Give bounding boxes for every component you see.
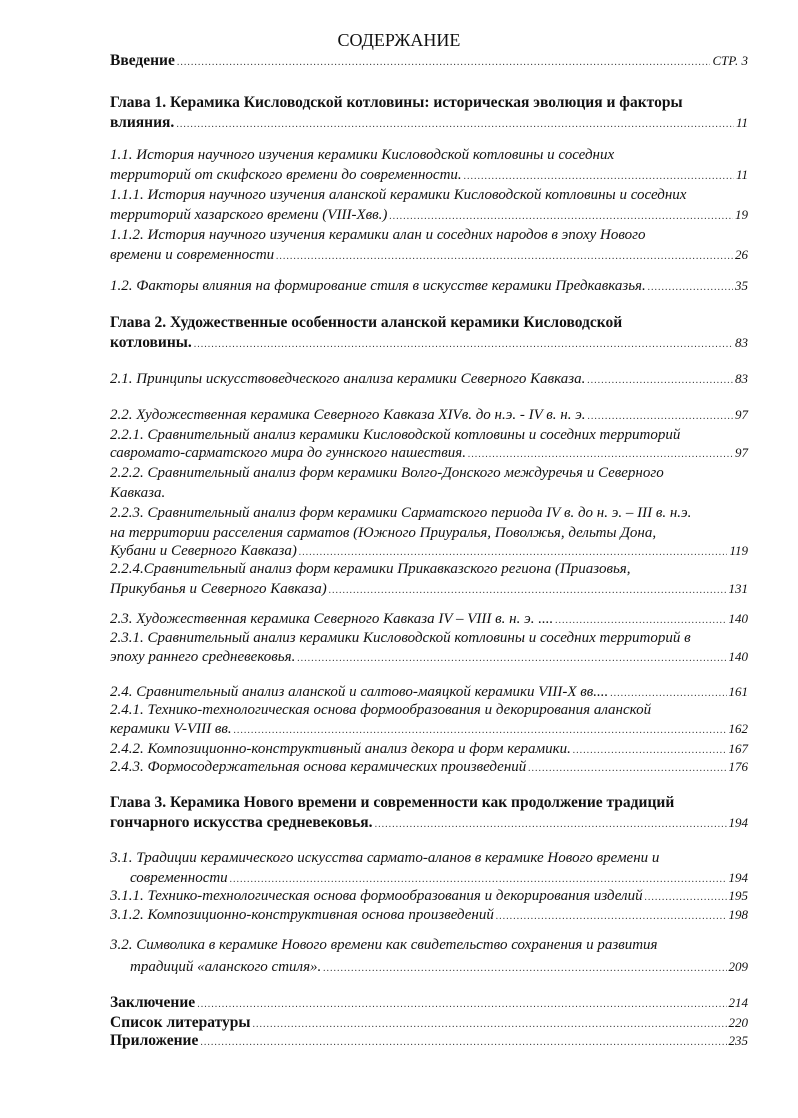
page-number: 19 (735, 207, 748, 222)
toc-entry-line (110, 370, 748, 390)
toc-entry-line (110, 186, 686, 204)
dot-leader (496, 908, 727, 926)
toc-entry-text: Список литературы (110, 1014, 251, 1031)
dot-leader (194, 336, 733, 354)
toc-entry-line (110, 484, 165, 502)
dot-leader (200, 1034, 726, 1052)
dot-leader (389, 208, 733, 226)
toc-entry-text: 2.4.3. Формосодержательная основа керамических произведений (110, 759, 527, 775)
toc-entry-line (110, 994, 748, 1014)
toc-entry-line (130, 958, 748, 978)
toc-entry-text: керамики V-VIII вв. (110, 721, 232, 737)
toc-entry-text: 3.1.1. Технико-технологическая основа формообразования и декорирования изделий (110, 888, 643, 904)
toc-entry-line (110, 114, 748, 134)
toc-entry-text: 3.2. Символика в керамике Нового времени как свидетельство сохранения и развития (110, 937, 658, 953)
page-number: 119 (729, 543, 748, 558)
page-number: 140 (728, 649, 748, 664)
dot-leader (329, 582, 727, 600)
toc-entry-text: Глава 1. Керамика Кисловодской котловины: историческая эволюция и факторы (110, 94, 683, 111)
toc-entry-line (110, 524, 656, 542)
page-number: 26 (735, 247, 748, 262)
page-number: 140 (728, 611, 748, 626)
dot-leader (464, 168, 734, 186)
toc-entry-line (110, 629, 691, 647)
page-number: 83 (735, 371, 748, 386)
toc-entry-line (110, 406, 748, 426)
dot-leader (468, 446, 733, 464)
toc-entry-text: Глава 2. Художественные особенности аланской керамики Кисловодской (110, 314, 623, 331)
toc-entry-line (110, 52, 748, 72)
toc-entry-line (110, 758, 748, 778)
toc-entry-text: 2.2.4.Сравнительный анализ форм керамики Прикавказского региона (Приазовья, (110, 561, 631, 577)
toc-entry-text: 2.1. Принципы искусствоведческого анализа керамики Северного Кавказа. (110, 371, 586, 387)
page-number: 11 (735, 167, 748, 182)
toc-entry-line (110, 648, 748, 668)
dot-leader (176, 116, 734, 134)
page-number: 235 (728, 1033, 748, 1048)
toc-entry-line (110, 246, 748, 266)
dot-leader (297, 650, 726, 668)
toc-entry-text: Заключение (110, 994, 196, 1011)
toc-entry-line (110, 94, 683, 112)
toc-entry-line (110, 794, 674, 812)
toc-entry-text: 2.3.1. Сравнительный анализ керамики Кисловодской котловины и соседних территорий в (110, 630, 691, 646)
toc-entry-text: 2.2.3. Сравнительный анализ форм керамики Сарматского периода IV в. до н. э. – III в. н.э. (110, 505, 692, 521)
dot-leader (276, 248, 733, 266)
toc-entry-line (110, 580, 748, 600)
page-number: 209 (728, 959, 748, 974)
page-number: 194 (728, 815, 748, 830)
toc-entry-line (110, 1014, 748, 1034)
page-number: 220 (728, 1015, 748, 1030)
toc-entry-text: 1.2. Факторы влияния на формирование стиля в искусстве керамики Предкавказья. (110, 278, 646, 294)
page-number: 194 (728, 870, 748, 885)
toc-entry-text: территорий хазарского времени (VIII-Xвв.) (110, 207, 388, 223)
dot-leader (587, 372, 733, 390)
page-number: 11 (735, 115, 748, 130)
toc-entry-text: влияния. (110, 114, 175, 131)
page-number: 195 (728, 888, 748, 903)
toc-entry-text: котловины. (110, 334, 192, 351)
toc-entry-text: 1.1.1. История научного изучения аланской керамики Кисловодской котловины и соседних (110, 187, 687, 203)
toc-entry-text: 1.1.2. История научного изучения керамики алан и соседних народов в эпоху Нового (110, 227, 646, 243)
toc-entry-line (130, 869, 748, 889)
toc-entry-line (110, 814, 748, 834)
page-number: 176 (728, 759, 748, 774)
toc-entry-line (110, 701, 651, 719)
toc-entry-line (110, 542, 748, 562)
toc-entry-text: Глава 3. Керамика Нового времени и современности как продолжение традиций (110, 794, 675, 811)
toc-entry-text: Кавказа. (110, 485, 166, 501)
toc-entry-line (110, 610, 748, 630)
toc-entry-line (110, 146, 614, 164)
toc-entry-line (110, 887, 748, 907)
toc-entry-text: Приложение (110, 1032, 199, 1049)
toc-entry-line (110, 206, 748, 226)
page-number: 131 (728, 581, 748, 596)
toc-entry-text: савромато-сарматского мира до гуннского нашествия. (110, 445, 466, 461)
toc-entry-text: 2.3. Художественная керамика Северного Кавказа IV – VIII в. н. э. .... (110, 611, 554, 627)
toc-entry-line (110, 560, 631, 578)
toc-entry-text: Прикубанья и Северного Кавказа) (110, 581, 327, 597)
toc-entry-text: 2.2. Художественная керамика Северного Кавказа XIVв. до н.э. - IV в. н. э. (110, 407, 586, 423)
toc-entry-text: 2.4. Сравнительный анализ аланской и салтово-маяцкой керамики VIII-X вв.... (110, 684, 609, 700)
toc-entry-text: 3.1.2. Композиционно-конструктивная основа произведений (110, 907, 494, 923)
toc-entry-text: Кубани и Северного Кавказа) (110, 543, 297, 559)
page-number: 97 (735, 407, 748, 422)
toc-entry-line (110, 906, 748, 926)
toc-entry-text: традиций «аланского стиля». (130, 959, 322, 975)
toc-entry-line (110, 504, 691, 522)
toc-entry-line (110, 936, 658, 954)
toc-entry-line (110, 314, 622, 332)
toc-entry-text: 3.1. Традиции керамического искусства сармато-аланов в керамике Нового времени и (110, 850, 660, 866)
toc-entry-text: современности (130, 870, 228, 886)
toc-entry-text: 2.4.1. Технико-технологическая основа формообразования и декорирования аланской (110, 702, 652, 718)
toc-entry-line (110, 720, 748, 740)
toc-entry-line (110, 277, 748, 297)
toc-entry-text: 2.4.2. Композиционно-конструктивный анализ декора и форм керамики. (110, 741, 571, 757)
toc-entry-line (110, 334, 748, 354)
toc-entry-line (110, 444, 748, 464)
dot-leader (648, 279, 733, 297)
dot-leader (555, 612, 726, 630)
toc-entry-line (110, 166, 748, 186)
dot-leader (645, 889, 727, 907)
toc-entry-text: территорий от скифского времени до современности. (110, 167, 462, 183)
dot-leader (234, 722, 727, 740)
toc-entry-line (110, 683, 748, 703)
page-number: 198 (728, 907, 748, 922)
toc-entry-text: 2.2.1. Сравнительный анализ керамики Кисловодской котловины и соседних территорий (110, 427, 681, 443)
page-number: 162 (728, 721, 748, 736)
toc-entry-line (110, 426, 680, 444)
toc-entry-text: времени и современности (110, 247, 275, 263)
page-number: СТР. 3 (712, 53, 748, 68)
toc-entry-line (110, 464, 664, 482)
toc-entry-text: 2.2.2. Сравнительный анализ форм керамики Волго-Донского междуречья и Северного (110, 465, 664, 481)
toc-entry-line (110, 1032, 748, 1052)
dot-leader (323, 960, 726, 978)
toc-entry-text: эпоху раннего средневековья. (110, 649, 296, 665)
toc-entry-text: 1.1. История научного изучения керамики Кисловодской котловины и соседних (110, 147, 615, 163)
toc-entry-line (110, 849, 659, 867)
toc-entry-text: гончарного искусства средневековья. (110, 814, 373, 831)
page-number: 83 (735, 335, 748, 350)
page-number: 214 (728, 995, 748, 1010)
toc-entry-line (110, 226, 646, 244)
dot-leader (588, 408, 733, 426)
page-number: 167 (728, 741, 748, 756)
dot-leader (197, 996, 726, 1014)
toc-entry-line (110, 740, 748, 760)
dot-leader (177, 54, 711, 72)
dot-leader (528, 760, 726, 778)
toc-entry-text: на территории расселения сарматов (Южного Приуралья, Поволжья, дельты Дона, (110, 525, 657, 541)
page-number: 35 (735, 278, 748, 293)
toc-entry-text: Введение (110, 52, 175, 69)
page-title: СОДЕРЖАНИЕ (337, 30, 461, 50)
page-number: 161 (728, 684, 748, 699)
page-number: 97 (735, 445, 748, 460)
dot-leader (375, 816, 727, 834)
